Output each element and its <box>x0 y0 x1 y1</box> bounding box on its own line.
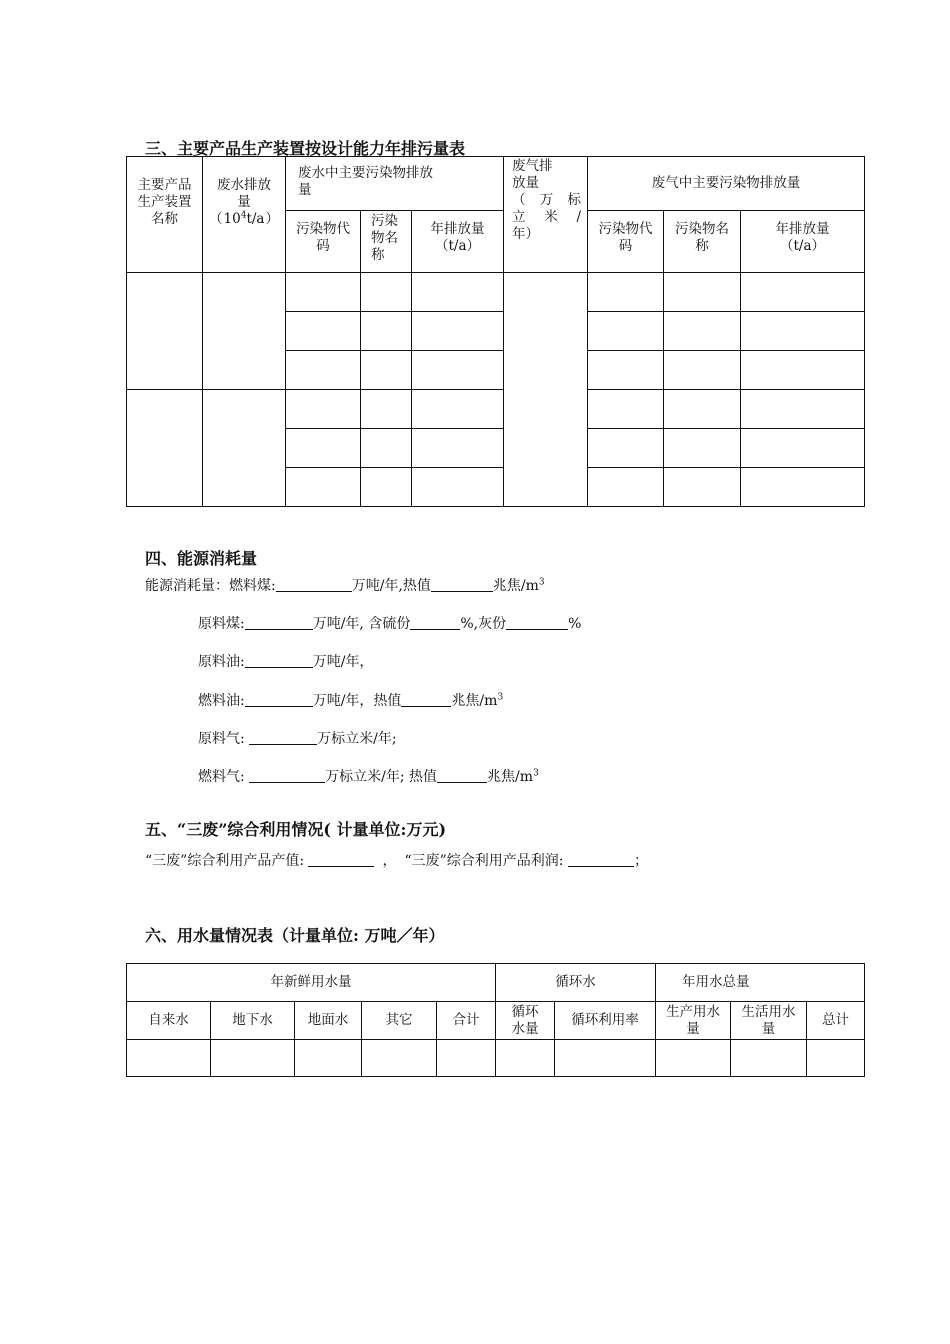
table-cell <box>741 273 865 312</box>
fresh-water-group-header: 年新鲜用水量 <box>127 964 496 1002</box>
total-water-group-header: 年用水总量 <box>656 964 865 1002</box>
device-name-header: 主要产品生产装置名称 <box>127 157 203 273</box>
table-cell <box>437 1040 496 1077</box>
recycle-amount-header: 循环水量 <box>496 1002 555 1040</box>
fuel-oil-heat-blank[interactable] <box>401 692 451 707</box>
raw-oil-amount-blank[interactable] <box>245 653 313 668</box>
gas-pollutant-code-header: 污染物代码 <box>588 211 664 273</box>
gas-pollutants-header: 废气中主要污染物排放量 <box>588 157 865 211</box>
wastewater-volume-label: 废水排放量 <box>217 177 271 210</box>
section3-title: 三、主要产品生产装置按设计能力年排污量表 <box>145 139 466 158</box>
grand-total-header: 总计 <box>807 1002 865 1040</box>
gas-annual-header: 年排放量 （t/a） <box>741 211 865 273</box>
fuel-gas-amount-blank[interactable] <box>249 768 325 783</box>
wastewater-volume-unit: $(10^4t/a)$ <box>209 210 279 227</box>
tap-water-header: 自来水 <box>127 1002 211 1040</box>
fuel-coal-amount-blank[interactable] <box>276 577 352 592</box>
table-cell <box>286 273 361 312</box>
table-cell <box>656 1040 731 1077</box>
recycle-water-group-header: 循环水 <box>496 964 656 1002</box>
water-pollutant-name-header: 污染物名称 <box>361 211 412 273</box>
table-cell <box>362 1040 437 1077</box>
section5-title: 五、“三废”综合利用情况( 计量单位:万元) <box>145 820 447 839</box>
energy-line-raw-coal: 原料煤: 万吨/年, 含硫份 %,灰份 % <box>198 616 582 632</box>
water-pollutant-code-header: 污染物代码 <box>286 211 361 273</box>
gas-pollutant-name-header: 污染物名称 <box>664 211 741 273</box>
section4-title: 四、能源消耗量 <box>145 549 258 568</box>
exhaust-volume-header: 废气排放量 （ 万 标 立 米 / 年） <box>504 157 588 273</box>
energy-line-raw-oil: 原料油: 万吨/年， <box>198 654 374 670</box>
table-cell <box>127 1040 211 1077</box>
water-usage-table <box>126 963 865 1077</box>
section6-title: 六、用水量情况表（计量单位: 万吨／年） <box>145 926 445 945</box>
wastewater-cell <box>203 273 286 390</box>
wastewater-cell <box>203 390 286 507</box>
raw-gas-amount-blank[interactable] <box>249 730 317 745</box>
table-cell <box>807 1040 865 1077</box>
fuel-coal-heat-blank[interactable] <box>431 577 493 592</box>
raw-coal-amount-blank[interactable] <box>245 615 313 630</box>
table-cell <box>731 1040 807 1077</box>
product-profit-blank[interactable] <box>568 852 634 867</box>
table-cell <box>211 1040 295 1077</box>
device-cell <box>127 273 203 390</box>
energy-line-fuel-coal: 能源消耗量：燃料煤: 万吨/年,热值 兆焦$/m^3$ <box>145 577 545 594</box>
water-annual-header: 年排放量 （t/a） <box>412 211 504 273</box>
table-cell <box>412 273 504 312</box>
sulfur-content-blank[interactable] <box>410 615 460 630</box>
groundwater-header: 地下水 <box>211 1002 295 1040</box>
table-cell <box>496 1040 555 1077</box>
wastewater-volume-header <box>203 157 286 273</box>
water-pollutants-header: 废水中主要污染物排放量 <box>286 157 504 211</box>
domestic-water-header: 生活用水量 <box>731 1002 807 1040</box>
production-water-header: 生产用水量 <box>656 1002 731 1040</box>
fuel-gas-heat-blank[interactable] <box>437 768 487 783</box>
energy-line-fuel-gas: 燃料气: 万标立米/年; 热值 兆焦$/m^3$ <box>198 768 539 785</box>
ash-content-blank[interactable] <box>506 615 568 630</box>
table-cell <box>664 273 741 312</box>
table-cell <box>555 1040 656 1077</box>
waste-utilization-line: “三废”综合利用产品产值: ， “三废”综合利用产品利润: ； <box>145 853 648 869</box>
energy-line-fuel-oil: 燃料油: 万吨/年，热值 兆焦$/m^3$ <box>198 692 504 709</box>
emission-table <box>126 156 865 507</box>
product-value-blank[interactable] <box>308 852 374 867</box>
device-cell <box>127 390 203 507</box>
exhaust-volume-cell <box>504 273 588 507</box>
table-cell <box>361 273 412 312</box>
energy-line-raw-gas: 原料气: 万标立米/年; <box>198 731 397 747</box>
table-cell <box>588 273 664 312</box>
fuel-oil-amount-blank[interactable] <box>245 692 313 707</box>
table-cell <box>295 1040 362 1077</box>
fresh-subtotal-header: 合计 <box>437 1002 496 1040</box>
recycle-rate-header: 循环利用率 <box>555 1002 656 1040</box>
surface-water-header: 地面水 <box>295 1002 362 1040</box>
other-water-header: 其它 <box>362 1002 437 1040</box>
